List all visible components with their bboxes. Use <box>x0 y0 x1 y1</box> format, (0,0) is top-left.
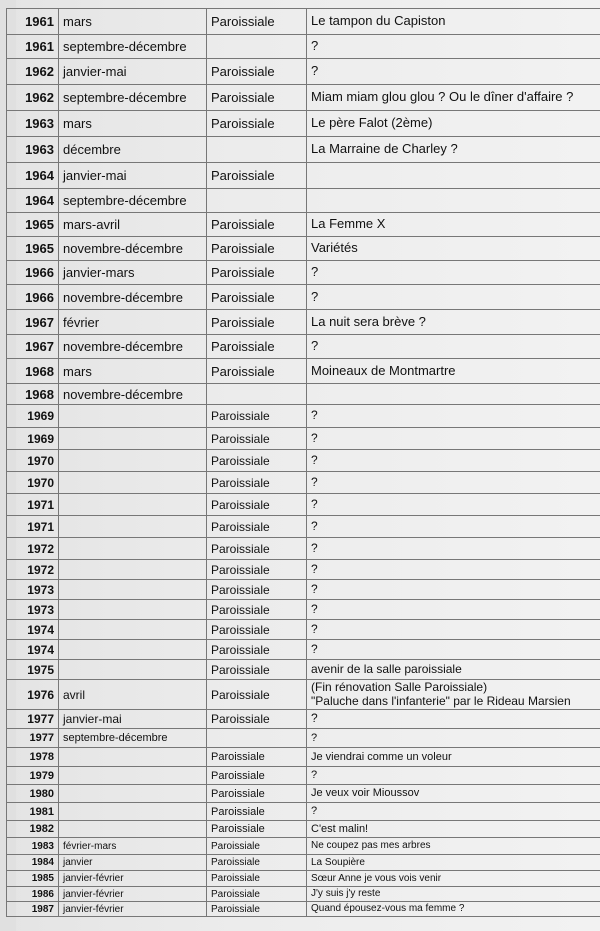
period-cell <box>59 560 207 580</box>
year-cell: 1962 <box>7 85 59 111</box>
table-row <box>7 237 600 261</box>
year-cell: 1974 <box>7 640 59 660</box>
year-cell: 1984 <box>7 855 59 871</box>
venue-cell: Paroissiale <box>207 111 307 137</box>
period-cell <box>59 748 207 767</box>
year-cell: 1985 <box>7 871 59 887</box>
year-cell: 1975 <box>7 660 59 680</box>
title-cell: Sœur Anne je vous vois venir <box>307 871 600 887</box>
title-cell <box>307 384 600 405</box>
venue-cell: Paroissiale <box>207 600 307 620</box>
table-row <box>7 9 600 35</box>
table-row <box>7 261 600 285</box>
period-cell: janvier-mai <box>59 163 207 189</box>
period-cell: mars-avril <box>59 213 207 237</box>
period-cell: janvier-février <box>59 902 207 917</box>
title-cell: avenir de la salle paroissiale <box>307 660 600 680</box>
table-row <box>7 620 600 640</box>
table-row <box>7 729 600 748</box>
table-row <box>7 450 600 472</box>
title-cell <box>307 163 600 189</box>
title-cell: Moineaux de Montmartre <box>307 359 600 384</box>
year-cell: 1969 <box>7 405 59 428</box>
table-row <box>7 384 600 405</box>
venue-cell: Paroissiale <box>207 405 307 428</box>
venue-cell: Paroissiale <box>207 767 307 785</box>
venue-cell: Paroissiale <box>207 580 307 600</box>
table-row <box>7 335 600 359</box>
period-cell <box>59 538 207 560</box>
table-row <box>7 902 600 917</box>
year-cell: 1964 <box>7 163 59 189</box>
table-row <box>7 494 600 516</box>
table-row <box>7 472 600 494</box>
year-cell: 1970 <box>7 472 59 494</box>
table-row <box>7 213 600 237</box>
venue-cell: Paroissiale <box>207 213 307 237</box>
table-row <box>7 538 600 560</box>
title-cell: ? <box>307 428 600 450</box>
title-cell: ? <box>307 580 600 600</box>
title-cell: Variétés <box>307 237 600 261</box>
table-row <box>7 660 600 680</box>
title-cell: ? <box>307 803 600 821</box>
year-cell: 1966 <box>7 285 59 310</box>
year-cell: 1986 <box>7 887 59 902</box>
period-cell: septembre-décembre <box>59 85 207 111</box>
period-cell: janvier <box>59 855 207 871</box>
period-cell <box>59 494 207 516</box>
venue-cell: Paroissiale <box>207 855 307 871</box>
title-cell: (Fin rénovation Salle Paroissiale) "Paluche dans l'infanterie" par le Rideau Marsien <box>307 680 600 710</box>
venue-cell: Paroissiale <box>207 472 307 494</box>
period-cell: janvier-mai <box>59 59 207 85</box>
year-cell: 1983 <box>7 838 59 855</box>
period-cell <box>59 785 207 803</box>
venue-cell: Paroissiale <box>207 838 307 855</box>
title-cell: Ne coupez pas mes arbres <box>307 838 600 855</box>
title-cell: ? <box>307 35 600 59</box>
table-row <box>7 855 600 871</box>
venue-cell: Paroissiale <box>207 887 307 902</box>
period-cell: novembre-décembre <box>59 237 207 261</box>
period-cell: février-mars <box>59 838 207 855</box>
table-row <box>7 680 600 710</box>
year-cell: 1965 <box>7 213 59 237</box>
year-cell: 1977 <box>7 710 59 729</box>
title-cell: ? <box>307 494 600 516</box>
year-cell: 1964 <box>7 189 59 213</box>
year-cell: 1972 <box>7 560 59 580</box>
venue-cell: Paroissiale <box>207 680 307 710</box>
year-cell: 1961 <box>7 9 59 35</box>
table-row <box>7 748 600 767</box>
title-cell <box>307 189 600 213</box>
year-cell: 1965 <box>7 237 59 261</box>
year-cell: 1974 <box>7 620 59 640</box>
year-cell: 1987 <box>7 902 59 917</box>
title-cell: ? <box>307 285 600 310</box>
venue-cell <box>207 35 307 59</box>
period-cell <box>59 472 207 494</box>
table-row <box>7 560 600 580</box>
period-cell <box>59 580 207 600</box>
year-cell: 1963 <box>7 111 59 137</box>
venue-cell: Paroissiale <box>207 620 307 640</box>
period-cell: janvier-mars <box>59 261 207 285</box>
title-cell: ? <box>307 640 600 660</box>
table-row <box>7 285 600 310</box>
venue-cell: Paroissiale <box>207 538 307 560</box>
venue-cell: Paroissiale <box>207 428 307 450</box>
period-cell: novembre-décembre <box>59 285 207 310</box>
venue-cell: Paroissiale <box>207 748 307 767</box>
year-cell: 1977 <box>7 729 59 748</box>
venue-cell <box>207 189 307 213</box>
year-cell: 1979 <box>7 767 59 785</box>
table-row <box>7 767 600 785</box>
title-cell: ? <box>307 729 600 748</box>
title-cell: ? <box>307 335 600 359</box>
title-cell: Le père Falot (2ème) <box>307 111 600 137</box>
title-cell: ? <box>307 450 600 472</box>
period-cell: mars <box>59 359 207 384</box>
period-cell: novembre-décembre <box>59 335 207 359</box>
year-cell: 1963 <box>7 137 59 163</box>
period-cell: janvier-mai <box>59 710 207 729</box>
title-cell: Le tampon du Capiston <box>307 9 600 35</box>
period-cell <box>59 803 207 821</box>
title-cell: ? <box>307 538 600 560</box>
title-cell: C'est malin! <box>307 821 600 838</box>
venue-cell: Paroissiale <box>207 285 307 310</box>
table-row <box>7 111 600 137</box>
table-row <box>7 600 600 620</box>
venue-cell: Paroissiale <box>207 640 307 660</box>
table-row <box>7 785 600 803</box>
table-row <box>7 310 600 335</box>
venue-cell <box>207 729 307 748</box>
venue-cell: Paroissiale <box>207 902 307 917</box>
year-cell: 1973 <box>7 600 59 620</box>
venue-cell: Paroissiale <box>207 803 307 821</box>
table-row <box>7 580 600 600</box>
year-cell: 1961 <box>7 35 59 59</box>
venue-cell: Paroissiale <box>207 59 307 85</box>
year-cell: 1981 <box>7 803 59 821</box>
venue-cell: Paroissiale <box>207 9 307 35</box>
table-row <box>7 803 600 821</box>
period-cell <box>59 405 207 428</box>
year-cell: 1969 <box>7 428 59 450</box>
year-cell: 1970 <box>7 450 59 472</box>
period-cell: février <box>59 310 207 335</box>
year-cell: 1972 <box>7 538 59 560</box>
period-cell: novembre-décembre <box>59 384 207 405</box>
year-cell: 1967 <box>7 310 59 335</box>
title-cell: J'y suis j'y reste <box>307 887 600 902</box>
title-cell: ? <box>307 600 600 620</box>
year-cell: 1968 <box>7 359 59 384</box>
title-cell: La Marraine de Charley ? <box>307 137 600 163</box>
year-cell: 1980 <box>7 785 59 803</box>
period-cell: avril <box>59 680 207 710</box>
table-row <box>7 710 600 729</box>
venue-cell: Paroissiale <box>207 450 307 472</box>
venue-cell: Paroissiale <box>207 359 307 384</box>
venue-cell: Paroissiale <box>207 163 307 189</box>
year-cell: 1982 <box>7 821 59 838</box>
title-cell: Quand épousez-vous ma femme ? <box>307 902 600 917</box>
venue-cell: Paroissiale <box>207 310 307 335</box>
title-cell: La Soupière <box>307 855 600 871</box>
title-cell: ? <box>307 405 600 428</box>
period-cell <box>59 450 207 472</box>
year-cell: 1971 <box>7 516 59 538</box>
period-cell <box>59 600 207 620</box>
title-cell: ? <box>307 59 600 85</box>
table-row <box>7 359 600 384</box>
period-cell <box>59 767 207 785</box>
venue-cell: Paroissiale <box>207 494 307 516</box>
title-cell: La nuit sera brève ? <box>307 310 600 335</box>
venue-cell: Paroissiale <box>207 261 307 285</box>
title-cell: ? <box>307 472 600 494</box>
period-cell <box>59 516 207 538</box>
venue-cell: Paroissiale <box>207 237 307 261</box>
title-cell: ? <box>307 516 600 538</box>
table-row <box>7 85 600 111</box>
table-row <box>7 887 600 902</box>
venue-cell <box>207 384 307 405</box>
year-cell: 1966 <box>7 261 59 285</box>
venue-cell: Paroissiale <box>207 335 307 359</box>
period-cell <box>59 620 207 640</box>
table-row <box>7 137 600 163</box>
title-cell: ? <box>307 261 600 285</box>
period-cell: septembre-décembre <box>59 729 207 748</box>
table-row <box>7 59 600 85</box>
title-cell: Je veux voir Mioussov <box>307 785 600 803</box>
table-row <box>7 163 600 189</box>
venue-cell: Paroissiale <box>207 560 307 580</box>
period-cell: mars <box>59 9 207 35</box>
year-cell: 1967 <box>7 335 59 359</box>
table-row <box>7 871 600 887</box>
period-cell <box>59 660 207 680</box>
table-row <box>7 35 600 59</box>
title-cell: Miam miam glou glou ? Ou le dîner d'affaire ? <box>307 85 600 111</box>
year-cell: 1968 <box>7 384 59 405</box>
year-cell: 1971 <box>7 494 59 516</box>
title-cell: ? <box>307 560 600 580</box>
table-row <box>7 428 600 450</box>
title-cell: ? <box>307 767 600 785</box>
table-row <box>7 640 600 660</box>
period-cell: mars <box>59 111 207 137</box>
table-row <box>7 821 600 838</box>
period-cell: janvier-février <box>59 871 207 887</box>
performance-table <box>6 8 600 917</box>
title-cell: ? <box>307 710 600 729</box>
venue-cell: Paroissiale <box>207 710 307 729</box>
period-cell <box>59 428 207 450</box>
year-cell: 1962 <box>7 59 59 85</box>
period-cell <box>59 640 207 660</box>
table-row <box>7 405 600 428</box>
period-cell: septembre-décembre <box>59 189 207 213</box>
period-cell: janvier-février <box>59 887 207 902</box>
title-cell: Je viendrai comme un voleur <box>307 748 600 767</box>
venue-cell <box>207 137 307 163</box>
year-cell: 1976 <box>7 680 59 710</box>
period-cell <box>59 821 207 838</box>
title-cell: La Femme X <box>307 213 600 237</box>
venue-cell: Paroissiale <box>207 85 307 111</box>
venue-cell: Paroissiale <box>207 660 307 680</box>
period-cell: décembre <box>59 137 207 163</box>
venue-cell: Paroissiale <box>207 516 307 538</box>
performance-rows <box>7 9 600 917</box>
year-cell: 1973 <box>7 580 59 600</box>
table-row <box>7 838 600 855</box>
venue-cell: Paroissiale <box>207 821 307 838</box>
venue-cell: Paroissiale <box>207 871 307 887</box>
table-row <box>7 189 600 213</box>
title-cell: ? <box>307 620 600 640</box>
year-cell: 1978 <box>7 748 59 767</box>
venue-cell: Paroissiale <box>207 785 307 803</box>
period-cell: septembre-décembre <box>59 35 207 59</box>
table-row <box>7 516 600 538</box>
